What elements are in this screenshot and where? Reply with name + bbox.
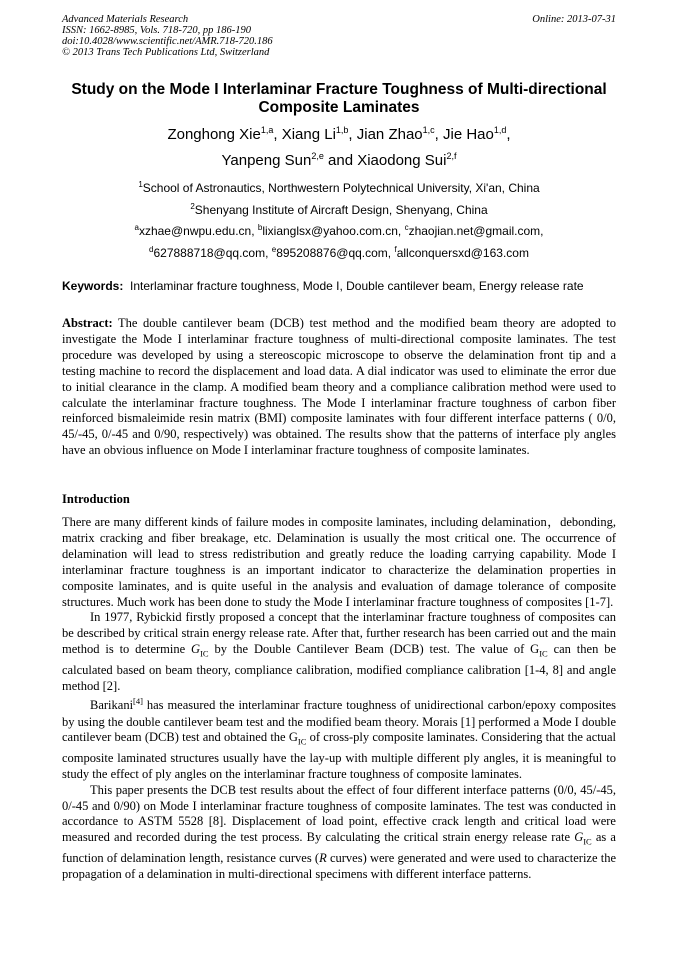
email-line-1 [62, 223, 616, 238]
paragraph-text: of cross-ply composite laminates. Considering that the actual composite laminated structures usually have the lay-up with multiple different ply angles, it is meaningful to study the effect of ply angles on the interlaminar fracture toughness of composite laminates. [62, 730, 616, 781]
paragraph-text: This paper presents the DCB test results about the effect of four different interface patterns (0/0, 45/-45, 0/-45 and 0/90) on Mode I interlaminar fracture toughness of composite laminates. The test was conducted in accordance to ASTM 5528 [8]. Displacement of load point, effective crack length and critical load were measured and recorded during the test process. By calculating the critical strain energy release rate [62, 782, 616, 845]
symbol-g: G [574, 830, 584, 845]
symbol-subscript: IC [297, 736, 307, 747]
email-marker: a [134, 223, 139, 232]
paragraph [62, 610, 616, 694]
abstract-text: The double cantilever beam (DCB) test method and the modified beam theory are adopted to investigate the Mode I interlaminar fracture toughness of multi-directional composite laminates. The test procedure was developed by using a stereoscopic microscope to observe the delamination front tip and a testing machine to record the displacement and load data. A dial indicator was used to eliminate the error due to initial clearance in the clamp. A modified beam theory and a compliance calibration method were used to calculate the interlaminar fracture toughness. The Mode I interlaminar fracture toughness of carbon fiber reinforced bismaleimide resin matrix (BMI) composite laminates with four different interface patterns ( 0/0, 45/-45, 0/-45 and 0/90, respectively) was obtained. The results show that the patterns of interface ply angles have an obvious influence on Mode I interlaminar fracture toughness of composite laminates. [62, 316, 616, 458]
affiliation-marker: 1 [138, 180, 143, 189]
author-name: , Xiang Li [273, 126, 336, 143]
author-superscript: 1,c [422, 125, 435, 135]
symbol-subscript: IC [200, 648, 209, 659]
paragraph [62, 783, 616, 883]
keywords [62, 279, 616, 293]
author-superscript: 1,d [493, 125, 507, 135]
email-marker: c [404, 223, 409, 232]
email-address: xzhae@nwpu.edu.cn, [138, 224, 258, 238]
symbol-subscript: IC [539, 648, 548, 659]
online-date: Online: 2013-07-31 [532, 14, 616, 25]
affiliation-2 [62, 202, 616, 217]
email-address: 627888718@qq.com, [153, 246, 272, 260]
keywords-text: Interlaminar fracture toughness, Mode I, Double cantilever beam, Energy release rate [130, 279, 584, 293]
author-line-1 [62, 125, 616, 143]
email-marker: d [149, 245, 154, 254]
keywords-label: Keywords: [62, 279, 124, 293]
paragraph-text: can then be calculated based on beam theory, compliance calibration, modified compliance calibration [1-4, 8] and angle method [2]. [62, 642, 616, 693]
introduction-body [62, 515, 616, 883]
abstract [62, 316, 616, 459]
author-superscript: 2,f [446, 151, 457, 161]
issn-line: ISSN: 1662-8985, Vols. 718-720, pp 186-190 [62, 25, 251, 36]
author-line-2 [62, 151, 616, 169]
journal-name: Advanced Materials Research [62, 14, 189, 25]
paragraph: There are many different kinds of failure modes in composite laminates, including delamination，debonding, matrix cracking and fiber breakage, etc. Delamination is usually the most critical one. The occurrence of delamination will lead to stress redistribution and greatly reduce the loading carrying capability. Mode I interlaminar fracture toughness is an important indicator to characterize the delamination properties in composite laminates, and is quite useful in the analysis and evaluation of damage tolerance of composite structures. Much work has been done to study the Mode I interlaminar fracture toughness of composites [1-7]. [62, 515, 616, 609]
paragraph-text: curves) were generated and were used to characterize the propagation of a delamination in multi-directional specimens with different interface patterns. [62, 850, 617, 881]
author-superscript: 2,e [311, 151, 324, 161]
email-address: 895208876@qq.com, [276, 246, 395, 260]
citation-superscript: [4] [133, 696, 143, 707]
email-address: lixianglsx@yahoo.com.cn, [262, 224, 405, 238]
doi-line: doi:10.4028/www.scientific.net/AMR.718-720.186 [62, 36, 273, 47]
paragraph-text: as a function of delamination length, resistance curves ( [62, 830, 616, 865]
paragraph-text: In 1977, Rybickid firstly proposed a concept that the interlaminar fracture toughness of composites can be described by critical strain energy release rate. After that, further research has been carried out and the main method is to determine [62, 610, 616, 657]
email-address: zhaojian.net@gmail.com, [408, 224, 544, 238]
copyright-line: © 2013 Trans Tech Publications Ltd, Switzerland [62, 47, 270, 58]
affiliation-1 [62, 180, 616, 195]
email-line-2 [62, 245, 616, 260]
author-name: and Xiaodong Sui [323, 152, 447, 169]
author-name: , Jie Hao [434, 126, 494, 143]
paragraph-text: by the Double Cantilever Beam (DCB) test. The value of G [208, 642, 540, 657]
symbol-subscript: IC [583, 836, 592, 847]
author-name: Zonghong Xie [167, 126, 261, 143]
section-heading-introduction: Introduction [62, 492, 130, 506]
affiliation-marker: 2 [190, 202, 195, 211]
paper-title: Study on the Mode I Interlaminar Fracture Toughness of Multi-directional Composite Laminates [71, 81, 607, 116]
email-marker: b [257, 223, 263, 232]
symbol-r: R [319, 850, 327, 865]
email-marker: e [271, 245, 277, 254]
email-address: allconquersxd@163.com [396, 246, 529, 260]
symbol-g: G [191, 642, 201, 657]
paragraph-text: has measured the interlaminar fracture toughness of unidirectional carbon/epoxy composites by using the double cantilever beam test and the modified beam theory. Morais [1] performed a Mode I double cantilever beam (DCB) test and obtained the G [62, 698, 616, 745]
author-name: , Jian Zhao [348, 126, 423, 143]
affiliation-text: School of Astronautics, Northwestern Polytechnical University, Xi'an, China [142, 181, 540, 195]
affiliation-text: Shenyang Institute of Aircraft Design, Shenyang, China [194, 203, 488, 217]
journal-header [62, 14, 616, 58]
author-name: Yanpeng Sun [221, 152, 312, 169]
paragraph-text: Barikani [90, 698, 134, 713]
paragraph [62, 694, 616, 782]
author-separator: , [506, 126, 511, 143]
author-superscript: 1,a [260, 125, 274, 135]
abstract-label: Abstract: [62, 316, 113, 330]
author-superscript: 1,b [335, 125, 349, 135]
email-marker: f [394, 245, 397, 254]
